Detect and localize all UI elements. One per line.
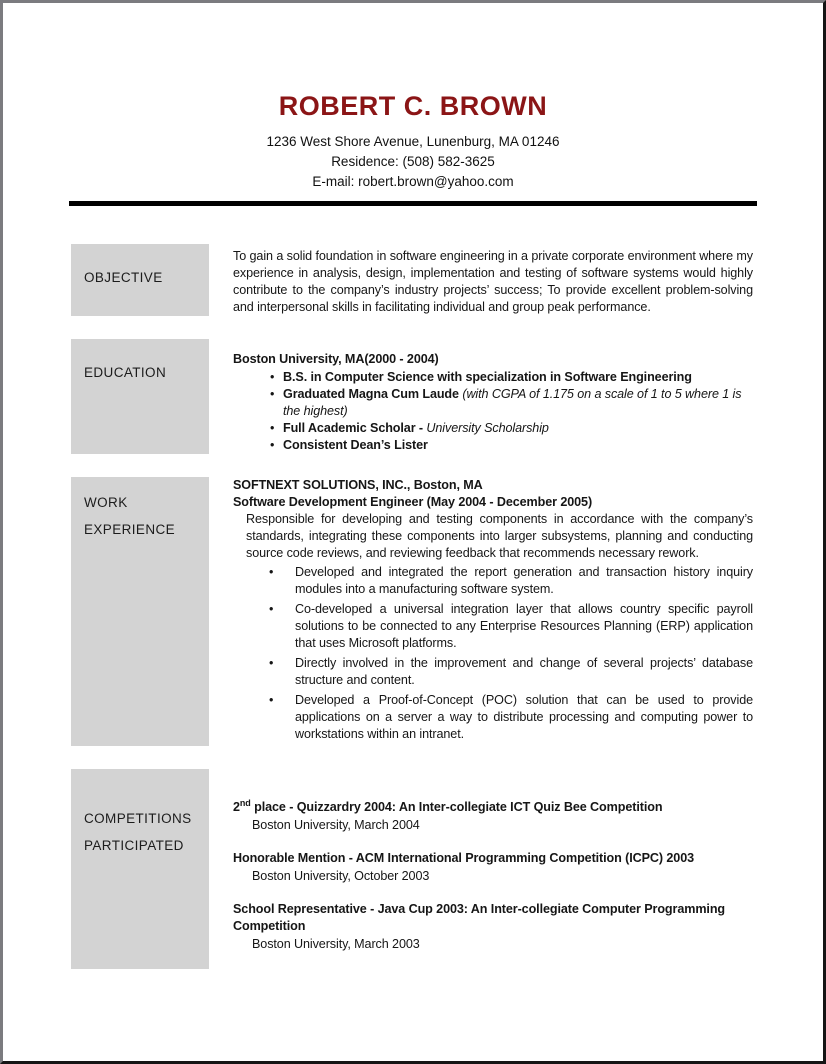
- education-bullet-list: [233, 369, 753, 454]
- contact-phone: Residence: (508) 582-3625: [331, 154, 495, 169]
- competition-venue: Boston University, March 2003: [252, 937, 420, 951]
- competition-venue: Boston University, October 2003: [252, 869, 430, 883]
- competitions-label-line1: COMPETITIONS: [84, 811, 192, 826]
- objective-label: OBJECTIVE: [84, 270, 163, 285]
- education-bullet-bold: B.S. in Computer Science with specialization in Software Engineering: [283, 370, 692, 384]
- contact-email: E-mail: robert.brown@yahoo.com: [312, 174, 514, 189]
- header-divider: [69, 201, 757, 206]
- competition-item: [233, 799, 753, 834]
- work-summary: Responsible for developing and testing components in accordance with the company’s standards, integrating these components into larger subsystems, planning and conducting source code reviews, and reviewing feedback that recommends necessary rework.: [246, 512, 753, 560]
- resume-header: [3, 91, 823, 206]
- competitions-label-box: [71, 769, 209, 969]
- resume-body: [3, 244, 823, 969]
- competition-title-text: place - Quizzardry 2004: An Inter-collegiate ICT Quiz Bee Competition: [250, 800, 663, 814]
- competitions-label-line2: PARTICIPATED: [84, 838, 184, 853]
- work-experience-label-box: [71, 477, 209, 746]
- work-company: SOFTNEXT SOLUTIONS, INC., Boston, MA: [233, 478, 483, 492]
- competition-title-prefix: 2: [233, 800, 240, 814]
- list-item: • Developed and integrated the report generation and transaction history inquiry modules into a manufacturing software system.: [269, 564, 753, 598]
- competition-title-superscript: nd: [239, 797, 251, 808]
- competition-title: [233, 901, 753, 935]
- education-label: EDUCATION: [84, 365, 167, 380]
- list-item: [270, 437, 753, 454]
- contact-block: [3, 132, 823, 192]
- competition-item: [233, 850, 753, 885]
- education-label-box: [71, 339, 209, 454]
- list-item: [270, 420, 753, 437]
- list-item: • Directly involved in the improvement and change of several projects’ database structure and content.: [269, 655, 753, 689]
- section-objective: [71, 244, 753, 316]
- education-bullet-bold: Consistent Dean’s Lister: [283, 438, 428, 452]
- competition-title-text: School Representative - Java Cup 2003: An Inter-collegiate Computer Programming Competition: [233, 902, 726, 933]
- work-experience-label-line2: EXPERIENCE: [84, 522, 176, 537]
- section-work-experience: [71, 477, 753, 746]
- competitions-content: [233, 769, 753, 969]
- education-bullet-bold: Graduated Magna Cum Laude: [283, 387, 463, 401]
- competition-venue: Boston University, March 2004: [252, 818, 420, 832]
- contact-address: 1236 West Shore Avenue, Lunenburg, MA 01246: [266, 134, 560, 149]
- work-role: Software Development Engineer (May 2004 - December 2005): [233, 495, 593, 509]
- list-item: [270, 386, 753, 420]
- competition-item: [233, 901, 753, 953]
- education-content: [233, 339, 753, 454]
- objective-text: To gain a solid foundation in software engineering in a private corporate environment where my experience in analysis, design, implementation and testing of software systems would highly contribute to the company’s industry projects’ success; To provide excellent problem-solving and interpersonal skills in facilitating individual and group peak performance.: [233, 249, 753, 314]
- competition-title: [233, 799, 753, 816]
- education-bullet-bold: Full Academic Scholar -: [283, 421, 427, 435]
- section-education: [71, 339, 753, 454]
- competition-title-text: Honorable Mention - ACM International Programming Competition (ICPC) 2003: [233, 851, 695, 865]
- education-institution: Boston University, MA(2000 - 2004): [233, 352, 439, 366]
- objective-label-box: [71, 244, 209, 316]
- list-item: [270, 369, 753, 386]
- section-competitions: [71, 769, 753, 969]
- work-bullet-list: [233, 564, 753, 743]
- work-experience-label-line1: WORK: [84, 495, 128, 510]
- work-experience-content: [233, 477, 753, 746]
- education-bullet-italic: (with CGPA of 1.175 on a scale of 1 to 5 where 1 is the highest): [283, 387, 742, 418]
- competition-title: [233, 850, 753, 867]
- list-item: • Co-developed a universal integration layer that allows country specific payroll solutions to be connected to any Enterprise Resources Planning (ERP) application that uses Microsoft platforms.: [269, 601, 753, 652]
- list-item: • Developed a Proof-of-Concept (POC) solution that can be used to provide applications on a server a way to distribute processing and computing power to workstations within an intranet.: [269, 692, 753, 743]
- candidate-name: ROBERT C. BROWN: [278, 91, 548, 121]
- education-bullet-italic: University Scholarship: [426, 421, 549, 435]
